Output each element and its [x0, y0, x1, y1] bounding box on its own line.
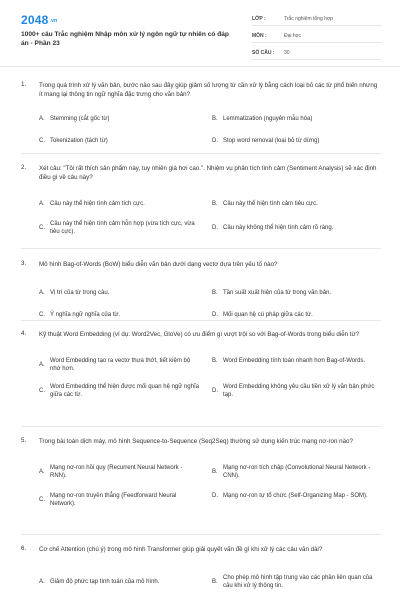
option-letter: D. [212, 138, 218, 144]
option-text: Stop word removal (loại bỏ từ dừng) [223, 138, 320, 144]
header [0, 0, 400, 67]
option-letter: D. [212, 312, 218, 318]
question-1 [21, 81, 381, 144]
question-number: 2. [21, 164, 27, 171]
option-letter: A. [39, 290, 45, 296]
question-3 [21, 260, 381, 318]
option-letter: B. [212, 579, 218, 585]
option-b[interactable] [212, 115, 387, 123]
option-c[interactable] [39, 383, 199, 399]
option-text: Câu này thể hiện tình cảm tiêu cực. [223, 201, 318, 207]
option-letter: B. [212, 469, 218, 475]
option-d[interactable] [212, 383, 377, 399]
option-letter: B. [212, 358, 218, 364]
option-text: Tokenization (tách từ) [50, 138, 108, 144]
option-a[interactable] [39, 200, 214, 208]
question-text: Trong quá trình xử lý văn bản, bước nào sau đây giúp giảm số lượng từ cần xử lý bằng cách loại bỏ các từ phổ biến nhưng ít mang lại thông tin ngữ nghĩa đặc trưng cho văn bản? [39, 82, 378, 98]
brand-logo[interactable] [21, 13, 57, 27]
option-b[interactable] [212, 464, 377, 480]
option-letter: C. [39, 388, 45, 394]
option-text: Giảm độ phức tạp tính toán của mô hình. [50, 579, 160, 585]
option-text: Mạng nơ-ron tích chập (Convolutional Neural Network - CNN). [223, 465, 371, 479]
option-text: Word Embedding thể hiện được mối quan hệ ngữ nghĩa giữa các từ. [50, 384, 199, 398]
option-text: Word Embedding không yêu cầu tiền xử lý văn bản phức tạp. [223, 384, 375, 398]
question-number: 4. [21, 330, 27, 337]
option-a[interactable] [39, 289, 214, 297]
option-text: Mạng nơ-ron tự tổ chức (Self-Organizing Map - SOM). [223, 493, 368, 499]
question-text: Xét câu: "Tôi rất thích sản phẩm này, tuy nhiên giá hơi cao.". Nhiệm vụ phân tích tình cảm (Sentiment Analysis) sẽ xác định điều gì về câu này? [39, 165, 377, 181]
question-number: 3. [21, 260, 27, 267]
question-number: 5. [21, 437, 27, 444]
question-number: 6. [21, 545, 27, 552]
option-text: Cho phép mô hình tập trung vào các phần liên quan của câu khi xử lý thông tin. [223, 575, 373, 589]
option-d[interactable] [212, 492, 377, 500]
option-text: Stemming (cắt gốc từ) [50, 116, 110, 122]
option-b[interactable] [212, 357, 377, 365]
page-title: 1000+ câu Trắc nghiệm Nhập môn xử lý ngôn ngữ tự nhiên có đáp án - Phần 23 [21, 31, 229, 47]
option-letter: D. [212, 225, 218, 231]
question-5 [21, 437, 381, 507]
option-letter: C. [39, 138, 45, 144]
question-text: Trong bài toán dịch máy, mô hình Sequence-to-Sequence (Seq2Seq) thường sử dụng kiến trúc mạng nơ-ron nào? [39, 438, 353, 445]
option-a[interactable] [39, 464, 199, 480]
option-letter: A. [39, 201, 45, 207]
divider [21, 248, 381, 249]
divider [21, 153, 381, 154]
option-letter: C. [39, 312, 45, 318]
info-row-subject [252, 30, 382, 43]
info-label: LỚP : [252, 16, 266, 22]
option-d[interactable] [212, 311, 387, 319]
option-letter: A. [39, 469, 45, 475]
info-label: SỐ CÂU : [252, 50, 275, 56]
option-d[interactable] [212, 137, 387, 145]
question-text: Cơ chế Attention (chú ý) trong mô hình Transformer giúp giải quyết vấn đề gì khi xử lý các câu văn dài? [39, 546, 323, 553]
option-c[interactable] [39, 311, 214, 319]
info-panel [252, 13, 382, 64]
option-text: Word Embedding tạo ra vectơ thưa thớt, tiết kiệm bộ nhớ hơn. [50, 358, 191, 372]
info-label: MÔN : [252, 33, 267, 39]
option-c[interactable] [39, 220, 199, 236]
option-a[interactable] [39, 357, 199, 373]
option-letter: C. [39, 497, 45, 503]
option-letter: B. [212, 290, 218, 296]
option-text: Ý nghĩa ngữ nghĩa của từ. [50, 312, 121, 318]
option-letter: C. [39, 225, 45, 231]
option-text: Mạng nơ-ron truyền thẳng (Feedforward Neural Network). [50, 493, 177, 507]
option-letter: B. [212, 116, 218, 122]
divider [21, 320, 381, 321]
option-text: Vị trí của từ trong câu. [50, 290, 110, 296]
option-letter: A. [39, 362, 45, 368]
question-4 [21, 330, 381, 398]
option-d[interactable] [212, 224, 387, 232]
question-number: 1. [21, 81, 27, 88]
option-a[interactable] [39, 115, 214, 123]
option-text: Lemmatization (nguyên mẫu hóa) [223, 116, 313, 122]
info-value: 30 [284, 50, 290, 56]
option-b[interactable] [212, 200, 387, 208]
info-row-count [252, 47, 382, 60]
info-value: Trắc nghiệm tổng hợp [284, 16, 333, 22]
option-letter: A. [39, 116, 45, 122]
option-c[interactable] [39, 492, 199, 508]
option-text: Câu này không thể hiện tình cảm rõ ràng. [223, 225, 334, 231]
option-text: Mạng nơ-ron hồi quy (Recurrent Neural Network - RNN). [50, 465, 183, 479]
option-text: Mối quan hệ cú pháp giữa các từ. [223, 312, 313, 318]
question-text: Mô hình Bag-of-Words (BoW) biểu diễn văn bản dưới dạng vectơ dựa trên yếu tố nào? [39, 261, 278, 268]
option-text: Tần suất xuất hiện của từ trong văn bản. [223, 290, 332, 296]
option-b[interactable] [212, 289, 387, 297]
brand-name: 2048 [21, 13, 49, 27]
brand-suffix: .vn [49, 17, 58, 24]
option-letter: A. [39, 579, 45, 585]
question-text: Kỹ thuật Word Embedding (ví dụ: Word2Vec, GloVe) có ưu điểm gì vượt trội so với Bag-of-Words trong biểu diễn từ? [39, 331, 360, 338]
question-6 [21, 545, 381, 589]
option-letter: D. [212, 493, 218, 499]
divider [21, 534, 381, 535]
option-b[interactable] [212, 574, 377, 590]
info-row-class [252, 13, 382, 26]
info-value: Đại học [284, 33, 301, 39]
option-letter: D. [212, 388, 218, 394]
question-2 [21, 164, 381, 235]
option-letter: B. [212, 201, 218, 207]
divider [21, 426, 381, 427]
option-text: Word Embedding tính toán nhanh hơn Bag-of-Words. [223, 358, 366, 364]
option-a[interactable] [39, 578, 214, 586]
option-c[interactable] [39, 137, 214, 145]
option-text: Câu này thể hiện tình cảm tích cực. [50, 201, 145, 207]
option-text: Câu này thể hiện tình cảm hỗn hợp (vừa tích cực, vừa tiêu cực). [50, 221, 195, 235]
